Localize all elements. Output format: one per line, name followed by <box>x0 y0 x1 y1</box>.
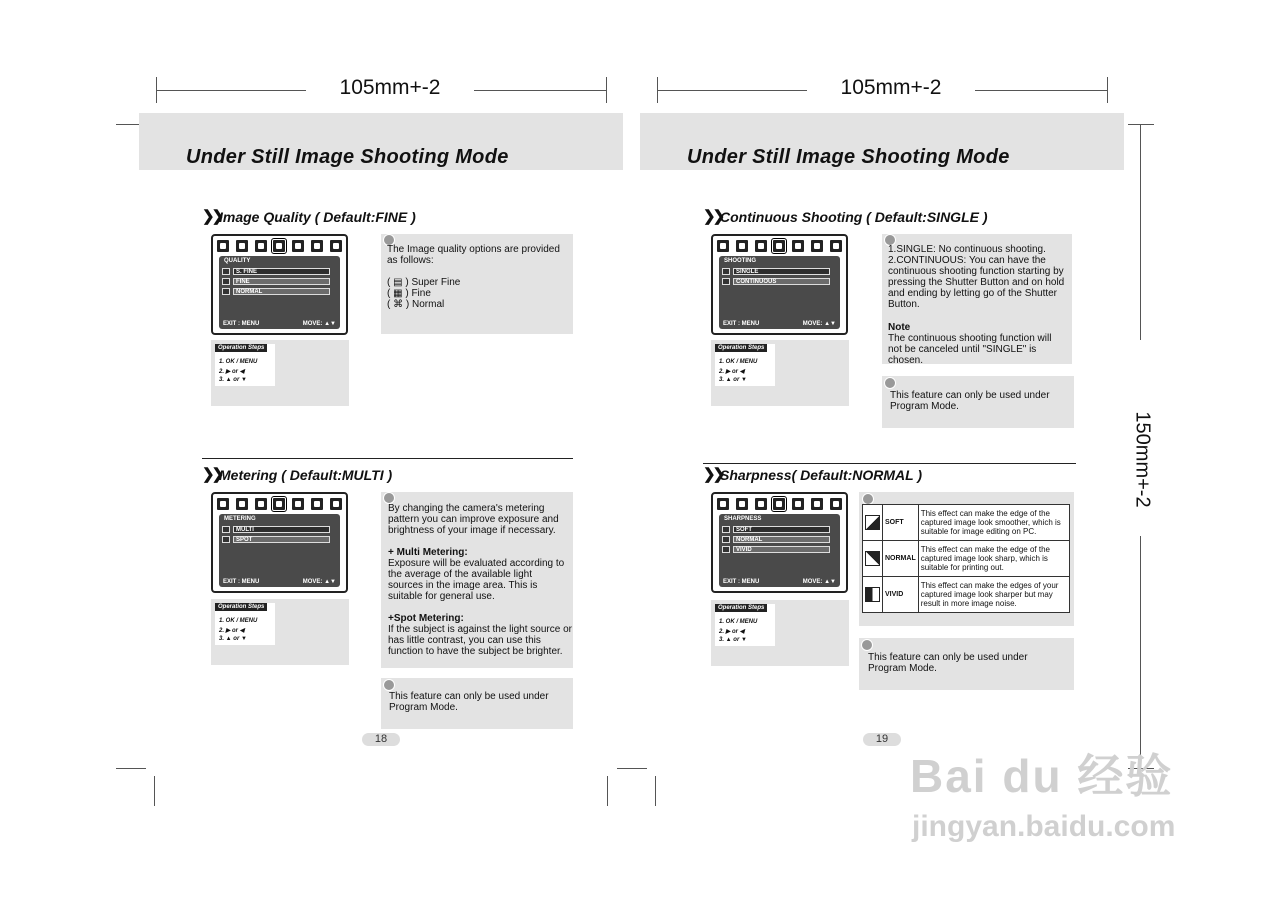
sharpness-label: SOFT <box>883 505 919 541</box>
menu-panel <box>719 514 840 587</box>
quality-icon <box>717 240 729 252</box>
width-dimension-label: 105mm+-2 <box>840 76 942 99</box>
dim-line <box>975 90 1107 91</box>
section-arrow-icon: ❯❯ <box>202 466 222 483</box>
spot-metering-text: If the subject is against the light source or has little contrast, you can use this function to have the subject be brighter. <box>388 624 572 657</box>
note-title: Note <box>888 322 911 333</box>
menu-title: QUALITY <box>224 258 251 264</box>
soft-icon <box>865 515 880 530</box>
step: 2. ▶ or ◀ <box>719 629 745 635</box>
frame-icon <box>330 240 342 252</box>
menu-footer <box>223 321 336 327</box>
operation-steps-title: Operation Steps <box>215 344 267 352</box>
quality-option: ( ▦ ) Fine <box>387 288 431 299</box>
camera-screen-shooting <box>711 234 848 335</box>
dim-line <box>1140 124 1141 340</box>
menu-item: MULTI <box>233 526 330 533</box>
multi-metering-title: + Multi Metering: <box>388 547 468 558</box>
table-row <box>863 505 1070 541</box>
menu-item: NORMAL <box>733 536 830 543</box>
page-number: 18 <box>362 733 400 746</box>
operation-steps <box>715 344 775 386</box>
dim-tick <box>606 77 607 103</box>
operation-steps-title: Operation Steps <box>715 344 767 352</box>
option-icon <box>222 526 230 533</box>
move-hint: MOVE: <box>302 579 323 585</box>
scene-icon <box>292 498 304 510</box>
baidu-url-watermark: jingyan.baidu.com <box>912 810 1176 843</box>
section-divider <box>703 463 1076 464</box>
operation-steps-box <box>711 600 849 666</box>
option-icon <box>222 268 230 275</box>
menu-item: FINE <box>233 278 330 285</box>
program-mode-note: This feature can only be used under Program Mode. <box>890 390 1050 412</box>
menu-title: SHARPNESS <box>724 516 762 522</box>
scene-icon <box>792 240 804 252</box>
frame-icon <box>330 498 342 510</box>
sharpness-text: This effect can make the edges of your captured image look sharper but may result in more image noise. <box>918 577 1069 613</box>
note-icon <box>861 639 873 651</box>
section-heading-image-quality: Image Quality ( Default:FINE ) <box>219 209 416 225</box>
step: 3. ▲ or ▼ <box>719 377 747 383</box>
sharpness-table <box>862 504 1070 613</box>
metering-icon <box>292 240 304 252</box>
menu-item: SINGLE <box>733 268 830 275</box>
note-panel <box>381 678 573 729</box>
metering-icon <box>736 240 748 252</box>
quality-option: ( ▤ ) Super Fine <box>387 277 461 288</box>
menu-icon-row <box>217 240 342 253</box>
metering-icon <box>717 498 729 510</box>
description-panel <box>882 234 1072 364</box>
step: 1. OK / MENU <box>219 618 258 624</box>
page-title: Under Still Image Shooting Mode <box>186 146 509 168</box>
metering-intro: By changing the camera's metering pattern you can improve exposure and brightness of your image if necessary. <box>388 503 559 536</box>
operation-steps-title: Operation Steps <box>715 604 767 612</box>
step: 3. ▲ or ▼ <box>719 637 747 643</box>
operation-steps-box <box>711 340 849 406</box>
table-cell <box>863 505 883 541</box>
page-title: Under Still Image Shooting Mode <box>687 146 1010 168</box>
crop-mark <box>607 776 608 806</box>
option-icon <box>722 536 730 543</box>
sharpness-icon <box>773 498 785 510</box>
size-icon <box>255 240 267 252</box>
table-cell <box>863 541 883 577</box>
section-arrow-icon: ❯❯ <box>703 208 723 225</box>
dim-line <box>474 90 606 91</box>
timer-icon <box>236 240 248 252</box>
menu-item: SPOT <box>233 536 330 543</box>
program-mode-note: This feature can only be used under Program Mode. <box>389 691 549 713</box>
vivid-icon <box>865 587 880 602</box>
description-panel <box>381 492 573 668</box>
step: 1. OK / MENU <box>719 619 758 625</box>
option-icon <box>722 268 730 275</box>
continuous-item-single: 1.SINGLE: No continuous shooting. <box>888 244 1046 255</box>
step: 3. ▲ or ▼ <box>219 636 247 642</box>
table-row <box>863 541 1070 577</box>
step: 1. OK / MENU <box>219 359 258 365</box>
shooting-icon <box>755 498 767 510</box>
shooting-icon <box>773 240 785 252</box>
sharpness-text: This effect can make the edge of the captured image look smoother, which is suitable for image editing on PC. <box>918 505 1069 541</box>
metering-icon <box>255 498 267 510</box>
spot-icon <box>273 498 285 510</box>
quality-icon <box>273 240 285 252</box>
page-number: 19 <box>863 733 901 746</box>
exit-hint: EXIT : MENU <box>223 321 260 327</box>
operation-steps-box <box>211 599 349 665</box>
scene-icon <box>311 240 323 252</box>
frame-icon <box>830 240 842 252</box>
crop-mark <box>655 776 656 806</box>
step: 1. OK / MENU <box>719 359 758 365</box>
exit-hint: EXIT : MENU <box>723 579 760 585</box>
option-icon <box>722 546 730 553</box>
up-down-icon: ▲▼ <box>324 321 336 327</box>
menu-item: SOFT <box>733 526 830 533</box>
camera-screen-sharpness <box>711 492 848 593</box>
sharpness-label: NORMAL <box>883 541 919 577</box>
option-icon <box>722 526 730 533</box>
table-row <box>863 577 1070 613</box>
step: 2. ▶ or ◀ <box>219 628 245 634</box>
option-icon <box>222 536 230 543</box>
menu-icon-row <box>217 498 342 511</box>
note-icon <box>383 679 395 691</box>
section-divider <box>202 458 573 459</box>
up-down-icon: ▲▼ <box>324 579 336 585</box>
move-hint: MOVE: <box>802 579 823 585</box>
operation-steps <box>715 604 775 646</box>
height-dimension-label: 150mm+-2 <box>1131 411 1154 508</box>
menu-item: CONTINUOUS <box>733 278 830 285</box>
quality-icon <box>236 498 248 510</box>
section-heading-metering: Metering ( Default:MULTI ) <box>219 467 393 483</box>
exit-hint: EXIT : MENU <box>223 579 260 585</box>
section-arrow-icon: ❯❯ <box>703 466 723 483</box>
menu-footer <box>723 579 836 585</box>
option-icon <box>722 278 730 285</box>
camera-screen-quality <box>211 234 348 335</box>
dim-line <box>657 90 807 91</box>
frame-icon <box>830 498 842 510</box>
step: 2. ▶ or ◀ <box>719 369 745 375</box>
menu-title: METERING <box>224 516 256 522</box>
sharpness-label: VIVID <box>883 577 919 613</box>
sharpness-icon <box>311 498 323 510</box>
step: 2. ▶ or ◀ <box>219 369 245 375</box>
menu-panel <box>219 514 340 587</box>
note-icon <box>884 377 896 389</box>
section-heading-continuous: Continuous Shooting ( Default:SINGLE ) <box>720 209 988 225</box>
crop-mark <box>154 776 155 806</box>
dim-line <box>1140 536 1141 770</box>
table-cell <box>863 577 883 613</box>
note-panel <box>859 638 1074 690</box>
exit-hint: EXIT : MENU <box>723 321 760 327</box>
operation-steps-box <box>211 340 349 406</box>
continuous-item-continuous: 2.CONTINUOUS: You can have the continuous shooting function starting by pressing the Shutter Button and on hold and ending by letting go of the Shutter Button. <box>888 255 1065 310</box>
spot-metering-title: +Spot Metering: <box>388 613 464 624</box>
spot-icon <box>755 240 767 252</box>
menu-footer <box>723 321 836 327</box>
menu-icon-row <box>717 498 842 511</box>
spot-icon <box>736 498 748 510</box>
note-panel <box>882 376 1074 428</box>
menu-title: SHOOTING <box>724 258 757 264</box>
quality-description: The Image quality options are provided as follows: <box>387 244 560 266</box>
up-down-icon: ▲▼ <box>824 579 836 585</box>
crop-mark <box>617 768 647 769</box>
menu-panel <box>719 256 840 329</box>
crop-mark <box>116 124 140 125</box>
scene-icon <box>811 498 823 510</box>
effect-icon <box>792 498 804 510</box>
quality-option: ( ⌘ ) Normal <box>387 299 445 310</box>
operation-steps <box>215 603 275 645</box>
option-icon <box>222 288 230 295</box>
step: 3. ▲ or ▼ <box>219 377 247 383</box>
baidu-logo-watermark: Bai du 经验 <box>910 750 1174 802</box>
width-dimension-label: 105mm+-2 <box>339 76 441 99</box>
menu-icon-row <box>717 240 842 253</box>
crop-mark <box>116 768 146 769</box>
menu-footer <box>223 579 336 585</box>
section-arrow-icon: ❯❯ <box>202 208 222 225</box>
multi-metering-text: Exposure will be evaluated according to the average of the available light sources in the image area. This is suitable for general use. <box>388 558 565 602</box>
operation-steps-title: Operation Steps <box>215 603 267 611</box>
option-icon <box>222 278 230 285</box>
description-panel <box>381 234 573 334</box>
program-mode-note: This feature can only be used under Program Mode. <box>868 652 1028 674</box>
camera-screen-metering <box>211 492 348 593</box>
menu-item: NORMAL <box>233 288 330 295</box>
menu-item: S. FINE <box>233 268 330 275</box>
dim-line <box>156 90 306 91</box>
section-heading-sharpness: Sharpness( Default:NORMAL ) <box>720 467 922 483</box>
size-icon <box>217 498 229 510</box>
up-down-icon: ▲▼ <box>824 321 836 327</box>
info-icon <box>217 240 229 252</box>
menu-item: VIVID <box>733 546 830 553</box>
sharpness-text: This effect can make the edge of the captured image look sharp, which is suitable for printing out. <box>918 541 1069 577</box>
move-hint: MOVE: <box>802 321 823 327</box>
operation-steps <box>215 344 275 386</box>
menu-panel <box>219 256 340 329</box>
move-hint: MOVE: <box>302 321 323 327</box>
note-text: The continuous shooting function will not be canceled until "SINGLE" is chosen. <box>888 333 1052 366</box>
normal-sharpness-icon <box>865 551 880 566</box>
dim-tick <box>1128 124 1154 125</box>
dim-tick <box>1107 77 1108 103</box>
white-balance-icon <box>811 240 823 252</box>
